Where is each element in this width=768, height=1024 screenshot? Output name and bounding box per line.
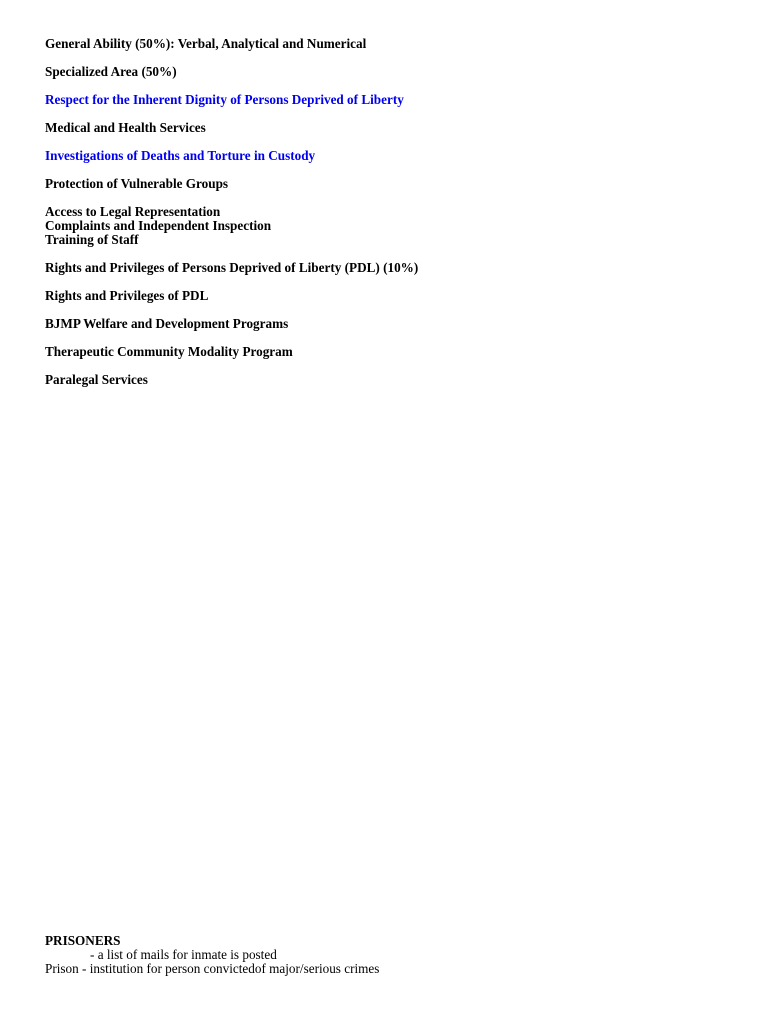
heading-legal-representation: Access to Legal Representation [45, 204, 221, 219]
heading-training-staff: Training of Staff [45, 232, 139, 247]
heading-medical-health: Medical and Health Services [45, 120, 206, 135]
heading-therapeutic: Therapeutic Community Modality Program [45, 344, 293, 359]
link-respect-dignity[interactable]: Respect for the Inherent Dignity of Persons Deprived of Liberty [45, 92, 404, 107]
heading-vulnerable-groups: Protection of Vulnerable Groups [45, 176, 229, 191]
prison-definition: Prison - institution for person convictedof major/serious crimes [45, 961, 380, 976]
heading-paralegal: Paralegal Services [45, 372, 148, 387]
link-investigations[interactable]: Investigations of Deaths and Torture in Custody [45, 148, 316, 163]
heading-rights-pdl-10: Rights and Privileges of Persons Deprived of Liberty (PDL) (10%) [45, 260, 419, 275]
heading-bjmp-welfare: BJMP Welfare and Development Programs [45, 316, 289, 331]
heading-specialized-area: Specialized Area (50%) [45, 64, 177, 79]
heading-complaints-inspection: Complaints and Independent Inspection [45, 218, 272, 233]
prisoners-title: PRISONERS [45, 933, 121, 948]
prisoners-note: - a list of mails for inmate is posted [90, 947, 277, 962]
heading-rights-pdl: Rights and Privileges of PDL [45, 288, 209, 303]
heading-general-ability: General Ability (50%): Verbal, Analytical and Numerical [45, 36, 367, 51]
